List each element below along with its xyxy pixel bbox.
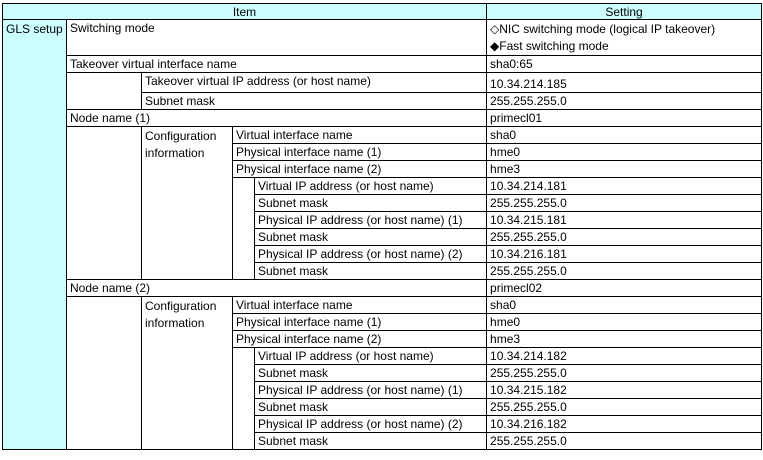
node1-pip1-label: Physical IP address (or host name) (1) bbox=[255, 212, 487, 229]
node2-pip2-value: 10.34.216.182 bbox=[487, 416, 762, 433]
node1-phys-if2-value: hme3 bbox=[487, 161, 762, 178]
node2-indent bbox=[67, 297, 142, 450]
node1-virtual-if-value: sha0 bbox=[487, 127, 762, 144]
node1-name-label: Node name (1) bbox=[67, 110, 487, 127]
takeover-ip-value: 10.34.214.185 bbox=[487, 73, 762, 93]
node2-ip-indent bbox=[233, 348, 255, 450]
node2-pip1-label: Physical IP address (or host name) (1) bbox=[255, 382, 487, 399]
node1-pip1-mask-value: 255.255.255.0 bbox=[487, 229, 762, 246]
node1-ip-indent bbox=[233, 178, 255, 280]
takeover-indent bbox=[67, 73, 142, 110]
node1-pip1-value: 10.34.215.181 bbox=[487, 212, 762, 229]
node2-phys-if2-value: hme3 bbox=[487, 331, 762, 348]
node2-vip-value: 10.34.214.182 bbox=[487, 348, 762, 365]
takeover-mask-value: 255.255.255.0 bbox=[487, 93, 762, 110]
node2-pip1-mask-label: Subnet mask bbox=[255, 399, 487, 416]
node2-pip2-mask-label: Subnet mask bbox=[255, 433, 487, 450]
node1-indent bbox=[67, 127, 142, 280]
node2-vip-label: Virtual IP address (or host name) bbox=[255, 348, 487, 365]
node1-phys-if1-value: hme0 bbox=[487, 144, 762, 161]
node2-vip-mask-value: 255.255.255.0 bbox=[487, 365, 762, 382]
node2-pip2-label: Physical IP address (or host name) (2) bbox=[255, 416, 487, 433]
node1-pip2-mask-label: Subnet mask bbox=[255, 263, 487, 280]
node1-vip-label: Virtual IP address (or host name) bbox=[255, 178, 487, 195]
switching-mode-options bbox=[487, 20, 762, 56]
node1-virtual-if-label: Virtual interface name bbox=[233, 127, 487, 144]
node2-phys-if2-label: Physical interface name (2) bbox=[233, 331, 487, 348]
node1-vip-mask-value: 255.255.255.0 bbox=[487, 195, 762, 212]
node2-virtual-if-value: sha0 bbox=[487, 297, 762, 314]
node1-pip2-value: 10.34.216.181 bbox=[487, 246, 762, 263]
node1-config-label: Configuration information bbox=[142, 127, 233, 280]
takeover-ip-label: Takeover virtual IP address (or host name) bbox=[142, 73, 487, 93]
switching-mode-option-fast: ◆Fast switching mode bbox=[490, 39, 609, 53]
node2-pip1-value: 10.34.215.182 bbox=[487, 382, 762, 399]
node2-pip2-mask-value: 255.255.255.0 bbox=[487, 433, 762, 450]
node2-phys-if1-label: Physical interface name (1) bbox=[233, 314, 487, 331]
node2-pip1-mask-value: 255.255.255.0 bbox=[487, 399, 762, 416]
node1-pip2-mask-value: 255.255.255.0 bbox=[487, 263, 762, 280]
item-header: Item bbox=[3, 4, 487, 20]
switching-mode-label: Switching mode bbox=[67, 20, 487, 56]
gls-setup-label: GLS setup bbox=[3, 20, 67, 450]
node2-config-label: Configuration information bbox=[142, 297, 233, 450]
node1-pip1-mask-label: Subnet mask bbox=[255, 229, 487, 246]
node1-phys-if2-label: Physical interface name (2) bbox=[233, 161, 487, 178]
gls-settings-table bbox=[2, 3, 762, 450]
setting-header: Setting bbox=[487, 4, 762, 20]
node2-vip-mask-label: Subnet mask bbox=[255, 365, 487, 382]
takeover-interface-label: Takeover virtual interface name bbox=[67, 56, 487, 73]
node1-vip-value: 10.34.214.181 bbox=[487, 178, 762, 195]
node1-name-value: primecl01 bbox=[487, 110, 762, 127]
node1-vip-mask-label: Subnet mask bbox=[255, 195, 487, 212]
node2-virtual-if-label: Virtual interface name bbox=[233, 297, 487, 314]
node2-name-label: Node name (2) bbox=[67, 280, 487, 297]
node1-pip2-label: Physical IP address (or host name) (2) bbox=[255, 246, 487, 263]
node2-name-value: primecl02 bbox=[487, 280, 762, 297]
node2-phys-if1-value: hme0 bbox=[487, 314, 762, 331]
switching-mode-option-nic: ◇NIC switching mode (logical IP takeover) bbox=[490, 22, 716, 36]
node1-phys-if1-label: Physical interface name (1) bbox=[233, 144, 487, 161]
takeover-interface-value: sha0:65 bbox=[487, 56, 762, 73]
takeover-mask-label: Subnet mask bbox=[142, 93, 487, 110]
